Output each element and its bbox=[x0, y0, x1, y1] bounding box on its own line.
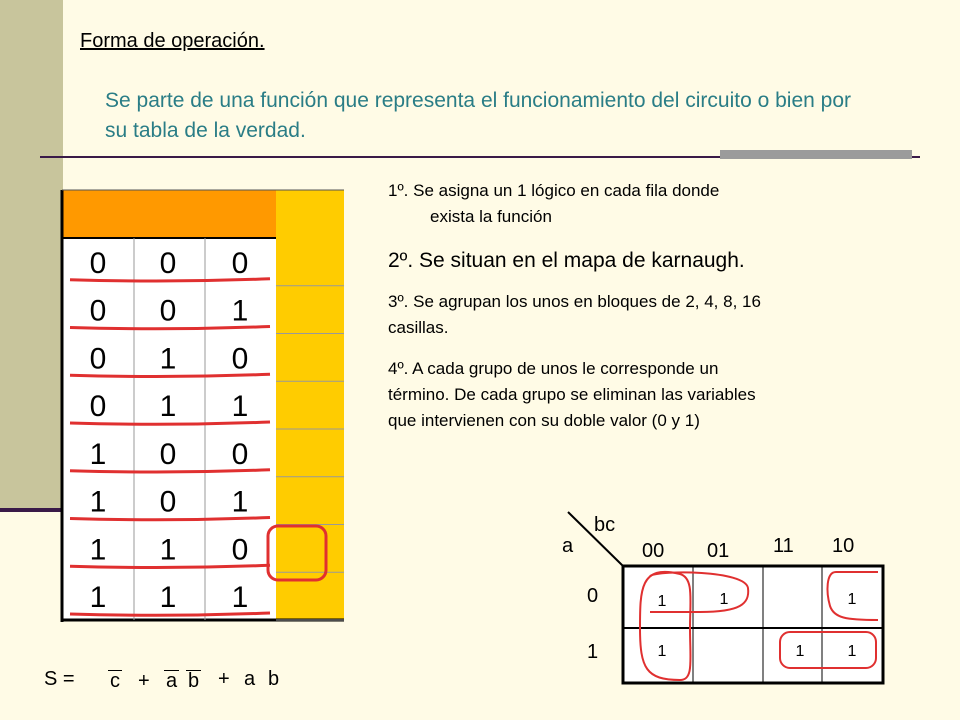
kmap-col-header-11: 11 bbox=[773, 535, 794, 557]
formula-label: S = bbox=[44, 668, 75, 690]
kmap-row-header-1: 1 bbox=[587, 641, 599, 663]
kmap-cell-value: 1 bbox=[795, 643, 805, 660]
step-3-line-1: 3º. Se agrupan los unos en bloques de 2, 4, 8, 16 bbox=[388, 292, 761, 311]
kmap-col-header-01: 01 bbox=[707, 540, 730, 562]
formula-term-a-bar: a bbox=[166, 670, 178, 692]
kmap-cell-value: 1 bbox=[719, 591, 729, 608]
truth-table-cell: 0 bbox=[231, 342, 249, 376]
truth-table-cell: 1 bbox=[231, 390, 249, 424]
truth-table-cell: 0 bbox=[89, 246, 107, 280]
truth-table-cell: 0 bbox=[159, 437, 177, 471]
intro-text: Se parte de una función que representa el funcionamiento del circuito o bien por su tabla de la verdad. bbox=[105, 89, 851, 142]
formula-term-c-bar: c bbox=[110, 670, 120, 692]
kmap-col-variable: bc bbox=[594, 514, 616, 536]
truth-table-cell: 1 bbox=[159, 533, 177, 567]
step-4-line-1: 4º. A cada grupo de unos le corresponde un bbox=[388, 359, 719, 378]
step-1-line-2: exista la función bbox=[430, 207, 552, 226]
truth-table-cell: 1 bbox=[159, 581, 177, 615]
formula-term-a: a bbox=[244, 668, 256, 690]
step-1-line-1: 1º. Se asigna un 1 lógico en cada fila donde bbox=[388, 181, 720, 200]
truth-table-cell: 1 bbox=[159, 342, 177, 376]
truth-table-cell: 1 bbox=[89, 581, 107, 615]
kmap-row-header-0: 0 bbox=[587, 585, 599, 607]
truth-table-cell: 0 bbox=[89, 342, 107, 376]
truth-table-cell: 1 bbox=[159, 390, 177, 424]
truth-table-cell: 0 bbox=[159, 246, 177, 280]
truth-table-cell: 0 bbox=[231, 437, 249, 471]
truth-table-cell: 1 bbox=[89, 485, 107, 519]
truth-table-cell: 1 bbox=[231, 581, 249, 615]
truth-table-cell: 0 bbox=[89, 294, 107, 328]
kmap-col-header-00: 00 bbox=[642, 540, 665, 562]
kmap-cell-value: 1 bbox=[847, 591, 857, 608]
step-4-line-2: término. De cada grupo se eliminan las variables bbox=[388, 385, 756, 404]
truth-table-cell: 1 bbox=[89, 437, 107, 471]
truth-table-cell: 0 bbox=[159, 485, 177, 519]
truth-table-cell: 0 bbox=[89, 390, 107, 424]
truth-table-cell: 0 bbox=[159, 294, 177, 328]
kmap-cell-value: 1 bbox=[847, 643, 857, 660]
truth-table-cell: 1 bbox=[231, 485, 249, 519]
step-3-line-2: casillas. bbox=[388, 318, 449, 337]
formula-plus-1: + bbox=[138, 670, 150, 692]
step-2: 2º. Se situan en el mapa de karnaugh. bbox=[388, 249, 745, 272]
kmap-row-variable: a bbox=[562, 535, 574, 557]
truth-table-cell: 0 bbox=[231, 246, 249, 280]
step-4-line-3: que intervienen con su doble valor (0 y 1) bbox=[388, 411, 700, 430]
kmap-cell-value: 1 bbox=[657, 593, 667, 610]
formula-term-b-bar: b bbox=[188, 670, 200, 692]
page-heading: Forma de operación. bbox=[80, 30, 265, 52]
kmap-cell-value: 1 bbox=[657, 643, 667, 660]
truth-table-cell: 1 bbox=[89, 533, 107, 567]
truth-table-cell: 0 bbox=[231, 533, 249, 567]
truth-table-cell: 1 bbox=[231, 294, 249, 328]
kmap-col-header-10: 10 bbox=[832, 535, 855, 557]
formula-plus-2: + bbox=[218, 668, 230, 690]
formula-term-b: b bbox=[268, 668, 280, 690]
kmap-grid-frame bbox=[623, 566, 883, 683]
